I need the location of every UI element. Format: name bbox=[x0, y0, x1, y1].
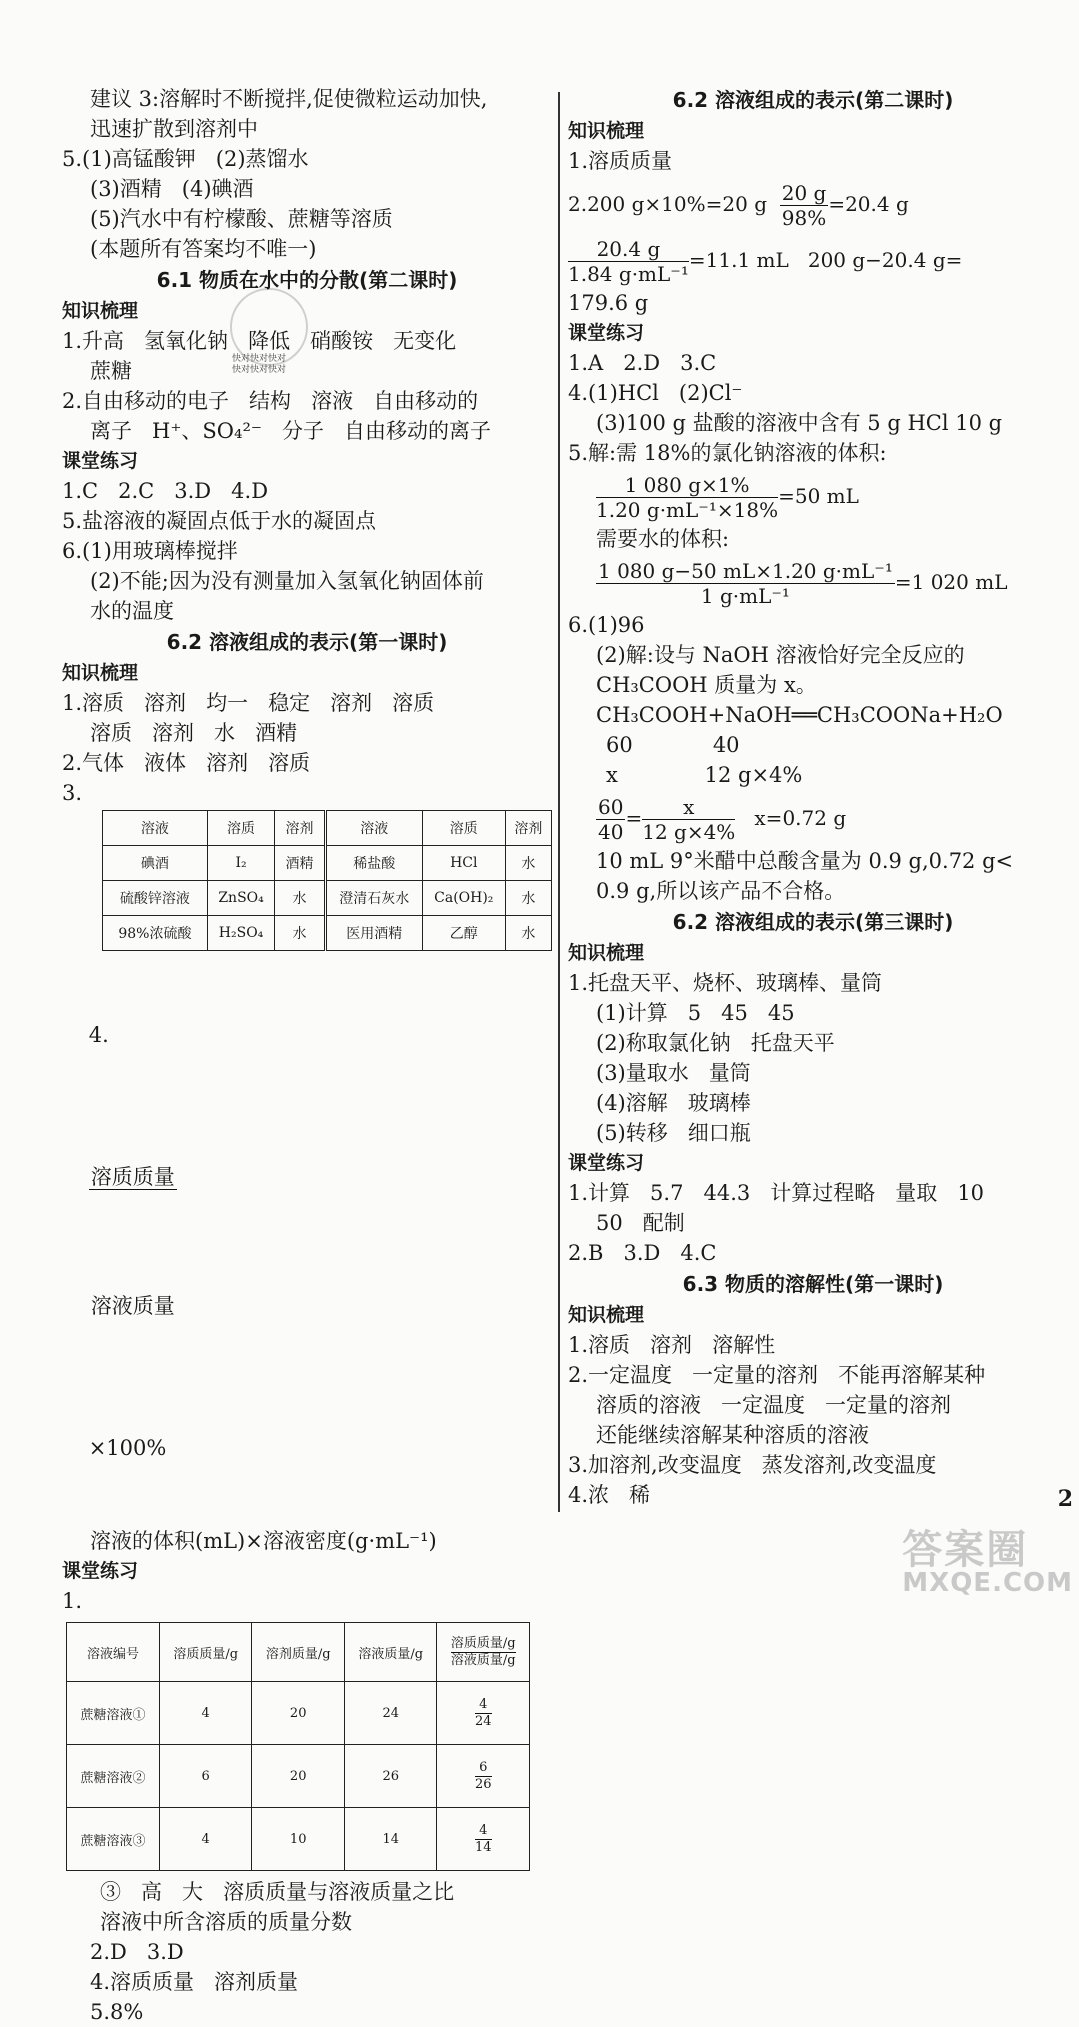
table-cell: 水 bbox=[505, 916, 551, 951]
heading-knowledge: 知识梳理 bbox=[62, 300, 139, 322]
table-cell-fraction bbox=[437, 1808, 530, 1871]
practice-1-4: 1.C 2.C 3.D 4.D bbox=[62, 479, 269, 503]
section-title-6-2-2: 6.2 溶液组成的表示(第二课时) bbox=[672, 88, 954, 112]
proportion: $\frac{60}{40}$ = $\frac{x}{12 g\times 4\%}$ x=0.72 g bbox=[598, 795, 847, 844]
practice-5-formula: $\frac{1 080 g\times 1\%}{\text{1.20 g·mL⁻¹×18\%}}$ =50 mL bbox=[596, 473, 859, 522]
table-cell: 26 bbox=[344, 1745, 437, 1808]
mass-fraction: $\frac{4}{14}$ bbox=[474, 1822, 492, 1855]
heading-knowledge: 知识梳理 bbox=[62, 662, 139, 684]
table-cell: 4 bbox=[159, 1808, 252, 1871]
table-row bbox=[103, 881, 552, 916]
table-cell: 水 bbox=[275, 881, 326, 916]
table-header-cell: 溶液质量/g bbox=[344, 1623, 437, 1682]
practice-2-4: 2.B 3.D 4.C bbox=[568, 1241, 717, 1265]
table-cell: 20 bbox=[252, 1682, 345, 1745]
knowledge-1: 1.溶质 溶剂 溶解性 bbox=[568, 1333, 776, 1357]
page-number: 2 bbox=[1057, 1486, 1073, 1512]
watermark-logo: 答案圈 MXQE.COM bbox=[902, 1527, 1073, 1598]
table-row bbox=[103, 846, 552, 881]
practice-6b: (2)解:设与 NaOH 溶液恰好完全反应的 bbox=[596, 643, 965, 667]
knowledge-3: 3. bbox=[62, 781, 83, 805]
equation-ratio-1: 60 40 bbox=[606, 733, 740, 757]
table-cell-fraction bbox=[437, 1745, 530, 1808]
table-cell: HCl bbox=[422, 846, 505, 881]
practice-4: 4.溶质质量 溶剂质量 bbox=[90, 1970, 299, 1994]
mass-fraction: $\frac{6}{26}$ bbox=[474, 1759, 492, 1792]
suggestion-line-2: 迅速扩散到溶剂中 bbox=[90, 117, 258, 141]
table-header-cell: 溶剂质量/g bbox=[252, 1623, 345, 1682]
knowledge-3: 3.加溶剂,改变温度 蒸发溶剂,改变温度 bbox=[568, 1453, 937, 1477]
table-row bbox=[67, 1808, 530, 1871]
table-cell: 10 bbox=[252, 1808, 345, 1871]
suggestion-line-1: 建议 3:溶解时不断搅拌,促使微粒运动加快, bbox=[90, 87, 488, 111]
chemical-equation: CH₃COOH+NaOH══CH₃COONa+H₂O bbox=[596, 703, 1003, 727]
fraction: $\frac{60}{40}$ bbox=[598, 795, 624, 844]
table-cell: ZnSO₄ bbox=[207, 881, 274, 916]
knowledge-step-2: (2)称取氯化钠 托盘天平 bbox=[596, 1031, 835, 1055]
fraction: $\frac{20 g}{98\%}$ bbox=[781, 181, 827, 230]
table-row bbox=[103, 916, 552, 951]
knowledge-2a: 2.一定温度 一定量的溶剂 不能再溶解某种 bbox=[568, 1363, 986, 1387]
practice-6d: 10 mL 9°米醋中总酸含量为 0.9 g,0.72 g< bbox=[596, 849, 1014, 873]
table-row bbox=[67, 1682, 530, 1745]
knowledge-1a: 1.溶质 溶剂 均一 稳定 溶剂 溶质 bbox=[62, 691, 435, 715]
section-title-6-3: 6.3 物质的溶解性(第一课时) bbox=[682, 1272, 944, 1296]
answer-2: 2.200 g×10%=20 g $\frac{20 g}{98\%}$ =20.4 g bbox=[568, 181, 909, 230]
table-cell: 稀盐酸 bbox=[325, 846, 422, 881]
table-cell: 6 bbox=[159, 1745, 252, 1808]
formula-tail: ×100% bbox=[88, 1436, 167, 1460]
sugar-solution-table bbox=[66, 1622, 530, 1871]
heading-knowledge: 知识梳理 bbox=[568, 942, 645, 964]
practice-1-label: 1. bbox=[62, 1589, 83, 1613]
practice-6e: 0.9 g,所以该产品不合格。 bbox=[596, 879, 846, 903]
knowledge-step-5: (5)转移 细口瓶 bbox=[596, 1121, 751, 1145]
practice-1c: 溶液中所含溶质的质量分数 bbox=[100, 1910, 352, 1934]
table-cell-fraction bbox=[437, 1682, 530, 1745]
table-cell: 蔗糖溶液② bbox=[67, 1745, 160, 1808]
table-cell: 98%浓硫酸 bbox=[103, 916, 208, 951]
equation-ratio-2: x 12 g×4% bbox=[606, 763, 803, 787]
answer-1: 1.溶质质量 bbox=[568, 149, 673, 173]
table-row bbox=[103, 811, 552, 846]
table-cell: 蔗糖溶液③ bbox=[67, 1808, 160, 1871]
table-row bbox=[67, 1745, 530, 1808]
table-cell: 溶剂 bbox=[505, 811, 551, 846]
section-title-6-2-1: 6.2 溶液组成的表示(第一课时) bbox=[166, 630, 448, 654]
answer-5c: (5)汽水中有柠檬酸、蔗糖等溶质 bbox=[90, 207, 393, 231]
practice-6c: 水的温度 bbox=[90, 599, 174, 623]
table-cell: 酒精 bbox=[275, 846, 326, 881]
knowledge-1b: 蔗糖 bbox=[90, 359, 132, 383]
mass-fraction-formula bbox=[89, 1061, 177, 1422]
knowledge-step-1: (1)计算 5 45 45 bbox=[596, 1001, 795, 1025]
table-cell: 溶液 bbox=[103, 811, 208, 846]
table-cell: 24 bbox=[344, 1682, 437, 1745]
table-cell: 乙醇 bbox=[422, 916, 505, 951]
table-cell: Ca(OH)₂ bbox=[422, 881, 505, 916]
table-cell: 溶质 bbox=[207, 811, 274, 846]
table-cell: 4 bbox=[159, 1682, 252, 1745]
practice-5: 5.8% bbox=[90, 2000, 144, 2024]
left-column bbox=[62, 84, 552, 2027]
fraction: $\frac{1 080 g\times 1\%}{\text{1.20 g·mL⁻¹×18\%}}$ bbox=[596, 473, 779, 522]
knowledge-2b: 离子 H⁺、SO₄²⁻ 分子 自由移动的离子 bbox=[90, 419, 491, 443]
practice-5: 5.盐溶液的凝固点低于水的凝固点 bbox=[62, 509, 377, 533]
knowledge-4 bbox=[62, 957, 552, 1526]
table-cell: H₂SO₄ bbox=[207, 916, 274, 951]
header-fraction: 溶质质量/g 溶液质量/g bbox=[450, 1635, 516, 1668]
heading-practice: 课堂练习 bbox=[568, 322, 645, 344]
sugar-table-wrap bbox=[66, 1622, 552, 1871]
table-cell: 水 bbox=[275, 916, 326, 951]
table-cell: 蔗糖溶液① bbox=[67, 1682, 160, 1745]
heading-knowledge: 知识梳理 bbox=[568, 1304, 645, 1326]
item-number: 4. bbox=[88, 1023, 109, 1047]
practice-2-3: 2.D 3.D bbox=[90, 1940, 184, 1964]
practice-5b: 需要水的体积: bbox=[596, 527, 730, 551]
formula-numerator: 溶质质量 bbox=[90, 1165, 175, 1189]
solution-components-table bbox=[102, 810, 552, 951]
table-cell: 水 bbox=[505, 846, 551, 881]
table-header-cell: 溶液编号 bbox=[67, 1623, 160, 1682]
table-cell: 14 bbox=[344, 1808, 437, 1871]
table-header-cell bbox=[437, 1623, 530, 1682]
formula-denominator: 溶液质量 bbox=[90, 1294, 175, 1318]
practice-6b: (2)不能;因为没有测量加入氢氧化钠固体前 bbox=[90, 569, 484, 593]
table-cell: 溶剂 bbox=[275, 811, 326, 846]
answer-5b: (3)酒精 (4)碘酒 bbox=[90, 177, 254, 201]
stamp-text: 快对快对快对 快对快对快对 bbox=[232, 354, 287, 375]
practice-4a: 4.(1)HCl (2)Cl⁻ bbox=[568, 381, 743, 405]
answer-2-cont: $\frac{20.4 g}{\text{1.84 g·mL⁻¹}}$ =11.1 mL 200 g−20.4 g= bbox=[568, 237, 963, 286]
practice-1b: 50 配制 bbox=[596, 1211, 685, 1235]
table-cell: 水 bbox=[505, 881, 551, 916]
mass-fraction: $\frac{4}{24}$ bbox=[474, 1696, 492, 1729]
knowledge-2b: 溶质的溶液 一定温度 一定量的溶剂 bbox=[596, 1393, 952, 1417]
table-cell: 溶质 bbox=[422, 811, 505, 846]
solution-table-wrap bbox=[62, 810, 552, 951]
knowledge-1a: 1.升高 氢氧化钠 降低 硝酸铵 无变化 bbox=[62, 329, 457, 353]
knowledge-1b: 溶质 溶剂 水 酒精 bbox=[90, 721, 298, 745]
right-column bbox=[568, 84, 1058, 1510]
practice-1-3: 1.A 2.D 3.C bbox=[568, 351, 717, 375]
knowledge-2: 2.气体 液体 溶剂 溶质 bbox=[62, 751, 311, 775]
practice-6a: 6.(1)用玻璃棒搅拌 bbox=[62, 539, 238, 563]
table-cell: 硫酸锌溶液 bbox=[103, 881, 208, 916]
knowledge-2a: 2.自由移动的电子 结构 溶液 自由移动的 bbox=[62, 389, 479, 413]
practice-6a: 6.(1)96 bbox=[568, 613, 645, 637]
practice-1b: ③ 高 大 溶质质量与溶液质量之比 bbox=[100, 1880, 455, 1904]
table-cell: 碘酒 bbox=[103, 846, 208, 881]
knowledge-1: 1.托盘天平、烧杯、玻璃棒、量筒 bbox=[568, 971, 883, 995]
fraction: $\frac{x}{12 g\times 4\%}$ bbox=[642, 795, 736, 844]
knowledge-4: 4.浓 稀 bbox=[568, 1483, 651, 1507]
practice-1a: 1.计算 5.7 44.3 计算过程略 量取 10 bbox=[568, 1181, 985, 1205]
table-cell: 溶液 bbox=[325, 811, 422, 846]
knowledge-step-3: (3)量取水 量筒 bbox=[596, 1061, 751, 1085]
section-title-6-1: 6.1 物质在水中的分散(第二课时) bbox=[156, 268, 458, 292]
fraction: $\frac{\text{1 080 g−50 mL×1.20 g·mL⁻¹}}{\text{1 g·mL⁻¹}}$ bbox=[598, 559, 893, 608]
knowledge-4b: 溶液的体积(mL)×溶液密度(g·mL⁻¹) bbox=[90, 1529, 437, 1553]
table-cell: 澄清石灰水 bbox=[325, 881, 422, 916]
answer-5a: 5.(1)高锰酸钾 (2)蒸馏水 bbox=[62, 147, 309, 171]
table-cell: I₂ bbox=[207, 846, 274, 881]
heading-knowledge: 知识梳理 bbox=[568, 120, 645, 142]
table-header-row bbox=[67, 1623, 530, 1682]
heading-practice: 课堂练习 bbox=[568, 1152, 645, 1174]
answer-2-result: 179.6 g bbox=[568, 291, 649, 315]
heading-practice: 课堂练习 bbox=[62, 1560, 139, 1582]
practice-5a: 5.解:需 18%的氯化钠溶液的体积: bbox=[568, 441, 887, 465]
answer-5d: (本题所有答案均不唯一) bbox=[90, 237, 317, 261]
table-cell: 20 bbox=[252, 1745, 345, 1808]
table-header-cell: 溶质质量/g bbox=[159, 1623, 252, 1682]
practice-4b: (3)100 g 盐酸的溶液中含有 5 g HCl 10 g bbox=[596, 411, 1003, 435]
practice-5-water: $\frac{\text{1 080 g−50 mL×1.20 g·mL⁻¹}}{\text{1 g·mL⁻¹}}$ =1 020 mL bbox=[598, 559, 1008, 608]
practice-6c: CH₃COOH 质量为 x。 bbox=[596, 673, 817, 697]
fraction: $\frac{20.4 g}{\text{1.84 g·mL⁻¹}}$ bbox=[568, 237, 689, 286]
knowledge-2c: 还能继续溶解某种溶质的溶液 bbox=[596, 1423, 869, 1447]
column-divider bbox=[558, 92, 560, 1512]
knowledge-step-4: (4)溶解 玻璃棒 bbox=[596, 1091, 751, 1115]
heading-practice: 课堂练习 bbox=[62, 450, 139, 472]
section-title-6-2-3: 6.2 溶液组成的表示(第三课时) bbox=[672, 910, 954, 934]
table-cell: 医用酒精 bbox=[325, 916, 422, 951]
